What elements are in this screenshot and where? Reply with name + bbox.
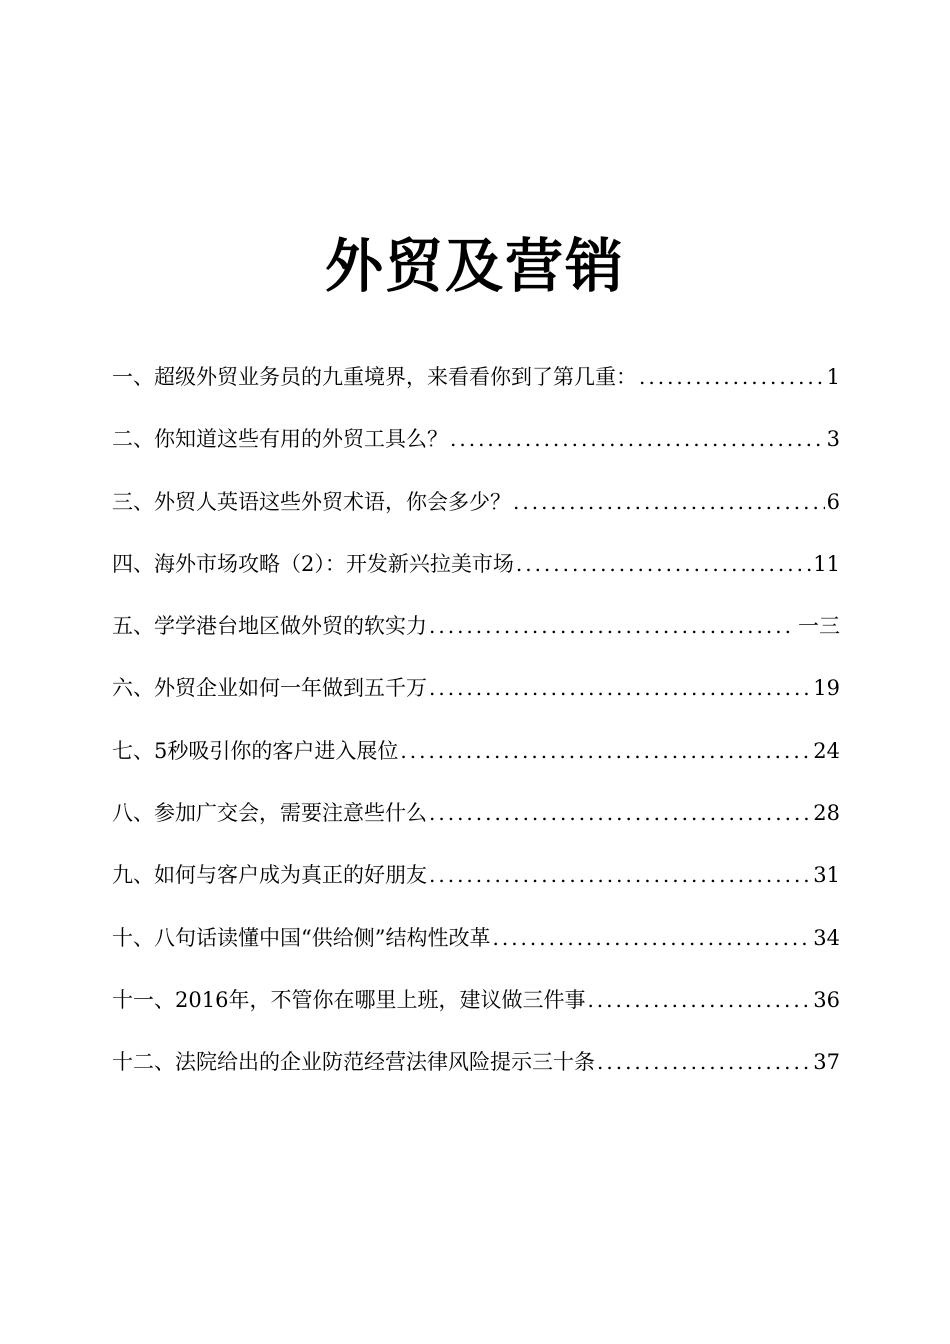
toc-dot-leader [429, 844, 811, 906]
toc-entry[interactable] [112, 720, 840, 782]
toc-page-number: 34 [813, 925, 840, 950]
toc-entry[interactable] [112, 408, 840, 470]
page-title: 外贸及营销 [324, 232, 625, 300]
toc-page-number: 37 [813, 1050, 840, 1075]
toc-entry-title: 三、外贸人英语这些外贸术语，你会多少？ [112, 489, 511, 514]
toc-entry-title: 四、海外市场攻略（2）：开发新兴拉美市场 [112, 551, 514, 576]
toc-entry[interactable] [112, 782, 840, 844]
toc-dot-leader [513, 471, 825, 533]
toc-dot-leader [597, 1031, 811, 1093]
toc-page-number: 11 [813, 551, 840, 576]
toc-dot-leader [587, 969, 811, 1031]
toc-dot-leader [639, 346, 825, 408]
toc-entry[interactable] [112, 969, 840, 1031]
toc-entry[interactable] [112, 595, 840, 657]
toc-page-number: 24 [813, 738, 840, 763]
toc-entry-title: 九、如何与客户成为真正的好朋友 [112, 863, 427, 888]
table-of-contents [112, 346, 840, 1094]
toc-entry-title: 八、参加广交会，需要注意些什么 [112, 801, 427, 826]
toc-page-number: 3 [826, 427, 840, 452]
toc-entry-title: 七、5秒吸引你的客户进入展位 [112, 738, 399, 763]
toc-entry[interactable] [112, 907, 840, 969]
toc-page-number: 28 [813, 801, 840, 826]
toc-entry-title: 六、外贸企业如何一年做到五千万 [112, 676, 427, 701]
toc-entry[interactable] [112, 471, 840, 533]
toc-dot-leader [429, 595, 796, 657]
toc-page-number: 36 [813, 987, 840, 1012]
toc-entry-title: 十、八句话读懂中国“供给侧”结构性改革 [112, 925, 491, 950]
toc-entry-title: 十二、法院给出的企业防范经营法律风险提示三十条 [112, 1050, 595, 1075]
toc-entry[interactable] [112, 533, 840, 595]
toc-page-number: 6 [826, 489, 840, 514]
toc-entry[interactable] [112, 346, 840, 408]
toc-entry[interactable] [112, 844, 840, 906]
toc-dot-leader [429, 657, 811, 719]
toc-entry[interactable] [112, 1031, 840, 1093]
toc-page-number: 一三 [798, 614, 840, 639]
toc-page-number: 1 [826, 365, 840, 389]
toc-entry-title: 一、超级外贸业务员的九重境界，来看看你到了第几重： [112, 365, 637, 389]
toc-dot-leader [400, 720, 811, 782]
toc-entry-title: 十一、2016年，不管你在哪里上班，建议做三件事 [112, 987, 586, 1012]
toc-dot-leader [492, 907, 811, 969]
toc-page-number: 19 [813, 676, 840, 701]
toc-page-number: 31 [813, 863, 840, 888]
toc-dot-leader [429, 782, 811, 844]
toc-entry-title: 二、你知道这些有用的外贸工具么？ [112, 427, 448, 452]
toc-dot-leader [516, 533, 811, 595]
toc-entry[interactable] [112, 657, 840, 719]
toc-entry-title: 五、学学港台地区做外贸的软实力 [112, 614, 427, 639]
toc-dot-leader [450, 408, 825, 470]
